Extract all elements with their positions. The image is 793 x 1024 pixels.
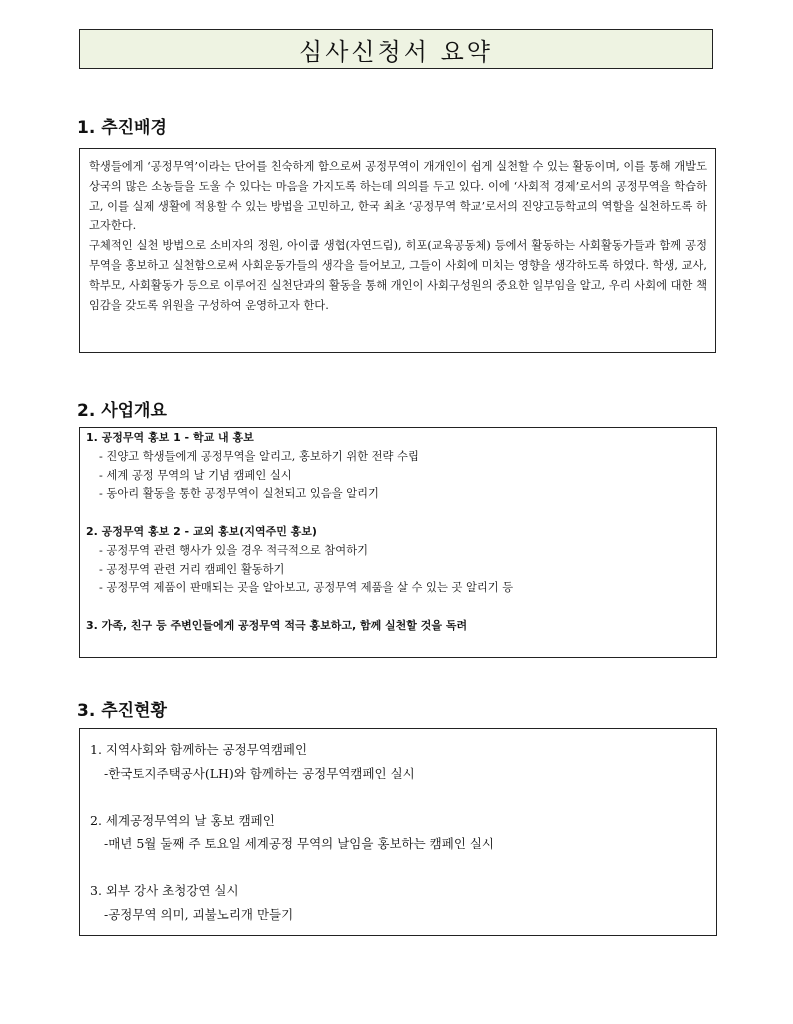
document-title: 심사신청서 요약	[79, 29, 713, 69]
status-item-title: 3. 외부 강사 초청강연 실시	[90, 883, 239, 898]
background-paragraph: 구체적인 실천 방법으로 소비자의 정원, 아이쿱 생협(자연드림), 히포(교육공동체) 등에서 활동하는 사회활동가들과 함께 공정무역을 홍보하고 실천함으로써 사회운동가들의 생각을 들어보고, 그들이 사회에 미치는 영향을 생각하도록 하였다. 학생, 교사, 학부모, 사회활동가 등으로 이루어진 실천단과의 활동을 통해 개인이 사회구성원의 중요한 일부임을 알고, 우리 사회에 대한 책임감을 갖도록 위원을 구성하여 운영하고자 한다.	[89, 239, 707, 312]
status-item-detail: -공정무역 의미, 괴불노리개 만들기	[104, 906, 294, 922]
section-heading-overview: 2. 사업개요	[77, 401, 167, 421]
overview-group-title: 2. 공정무역 홍보 2 - 교외 홍보(지역주민 홍보)	[86, 524, 317, 538]
overview-item: - 공정무역 관련 행사가 있을 경우 적극적으로 참여하기	[99, 543, 369, 557]
status-item-detail: -한국토지주택공사(LH)와 함께하는 공정무역캠페인 실시	[104, 765, 415, 781]
section-heading-background: 1. 추진배경	[77, 118, 167, 138]
background-box	[79, 148, 716, 353]
overview-group-title: 3. 가족, 친구 등 주변인들에게 공정무역 적극 홍보하고, 함께 실천할 것을 독려	[86, 618, 468, 632]
status-item-title: 2. 세계공정무역의 날 홍보 캠페인	[90, 812, 275, 828]
status-item-title: 1. 지역사회와 함께하는 공정무역캠페인	[90, 742, 308, 757]
status-box	[79, 728, 717, 936]
overview-item: - 공정무역 제품이 판매되는 곳을 알아보고, 공정무역 제품을 살 수 있는 곳 알리기 등	[99, 581, 514, 595]
overview-item: - 세계 공정 무역의 날 기념 캠페인 실시	[99, 468, 292, 482]
status-item-detail: -매년 5월 둘째 주 토요일 세계공정 무역의 날임을 홍보하는 캠페인 실시	[104, 836, 495, 851]
overview-item: - 동아리 활동을 통한 공정무역이 실천되고 있음을 알리기	[99, 487, 379, 501]
background-paragraph: 학생들에게 ‘공정무역’이라는 단어를 친숙하게 함으로써 공정무역이 개개인이 쉽게 실천할 수 있는 활동이며, 이를 통해 개발도상국의 많은 소농들을 도울 수 있다는 마음을 가지도록 하는데 의의를 두고 있다. 이에 ‘사회적 경제’로서의 공정무역을 학습하고, 이를 실제 생활에 적용할 수 있는 방법을 고민하고, 한국 최초 ‘공정무역 학교’로서의 진양고등학교의 역할을 실천하도록 하고자한다.	[89, 160, 707, 233]
overview-item: - 진양고 학생들에게 공정무역을 알리고, 홍보하기 위한 전략 수립	[99, 449, 419, 463]
section-heading-status: 3. 추진현황	[77, 701, 167, 721]
overview-box	[79, 427, 717, 658]
overview-group-title: 1. 공정무역 홍보 1 - 학교 내 홍보	[86, 431, 254, 444]
overview-item: - 공정무역 관련 거리 캠페인 활동하기	[99, 562, 285, 576]
